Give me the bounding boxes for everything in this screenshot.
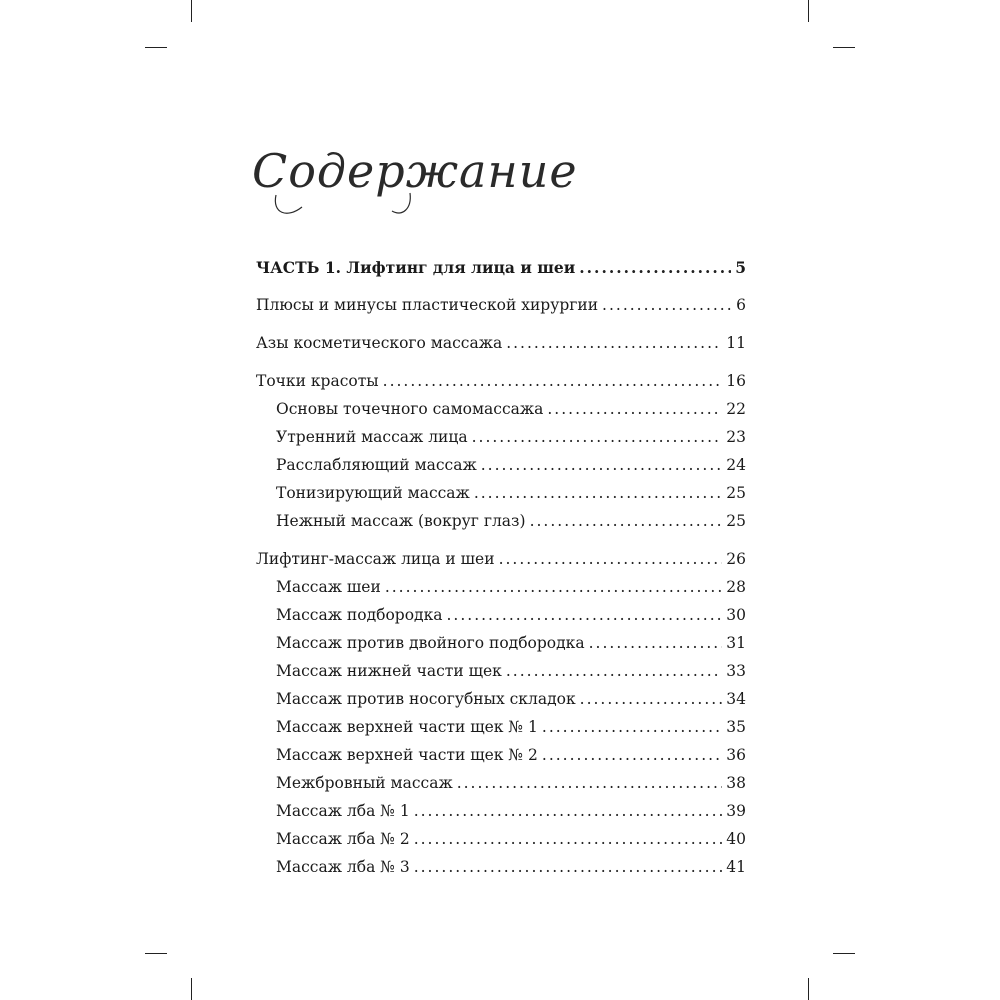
toc-entry-page: 5 (735, 258, 746, 277)
toc-entry-title: Лифтинг-массаж лица и шеи (256, 550, 495, 568)
toc-entry-title: Межбровный массаж (276, 774, 453, 792)
crop-mark-left-bottom (145, 953, 167, 954)
crop-mark-bottom-left (191, 978, 192, 1000)
toc-leader-dots (506, 334, 722, 352)
toc-entry-title: Основы точечного самомассажа (276, 400, 544, 418)
toc-entry-title: Массаж верхней части щек № 1 (276, 718, 538, 736)
toc-entry-title: Массаж нижней части щек (276, 662, 502, 680)
toc-entry-page: 34 (726, 690, 746, 708)
toc-entry-title: Массаж шеи (276, 578, 381, 596)
toc-entry-page: 28 (726, 578, 746, 596)
crop-mark-left-top (145, 47, 167, 48)
toc-entry-page: 24 (726, 456, 746, 474)
toc-entry-page: 25 (726, 512, 746, 530)
toc-entry-title: Массаж подбородка (276, 606, 443, 624)
toc-entry[interactable] (256, 258, 746, 277)
toc-entry-page: 25 (726, 484, 746, 502)
crop-mark-bottom-right (808, 978, 809, 1000)
toc-leader-dots (506, 662, 722, 680)
toc-entry-page: 26 (726, 550, 746, 568)
toc-entry-page: 33 (726, 662, 746, 680)
toc-leader-dots (580, 690, 723, 708)
toc-leader-dots (499, 550, 723, 568)
toc-entry[interactable] (276, 512, 746, 530)
toc-entry-title: Плюсы и минусы пластической хирургии (256, 296, 599, 314)
toc-entry-title: Массаж против носогубных складок (276, 690, 576, 708)
crop-mark-right-top (833, 47, 855, 48)
toc-entry-title: Массаж верхней части щек № 2 (276, 746, 538, 764)
toc-entry[interactable] (276, 578, 746, 596)
toc-leader-dots (589, 634, 723, 652)
crop-mark-top-right (808, 0, 809, 22)
page-title (252, 135, 578, 225)
toc-leader-dots (414, 858, 723, 876)
toc-entry[interactable] (276, 690, 746, 708)
toc-entry[interactable] (256, 296, 746, 314)
toc-entry-page: 11 (726, 334, 746, 352)
toc-leader-dots (385, 578, 722, 596)
toc-entry[interactable] (276, 830, 746, 848)
toc-leader-dots (542, 718, 722, 736)
toc-entry[interactable] (256, 372, 746, 390)
toc-entry-title: Массаж лба № 3 (276, 858, 410, 876)
toc-leader-dots (542, 746, 722, 764)
toc-leader-dots (474, 484, 722, 502)
toc-leader-dots (547, 400, 722, 418)
toc-entry-page: 16 (726, 372, 746, 390)
toc-entry[interactable] (276, 858, 746, 876)
toc-entry[interactable] (276, 746, 746, 764)
toc-leader-dots (414, 830, 723, 848)
toc-entry-title: Точки красоты (256, 372, 379, 390)
toc-entry-page: 35 (726, 718, 746, 736)
toc-leader-dots (457, 774, 723, 792)
toc-entry-page: 31 (726, 634, 746, 652)
toc-leader-dots (447, 606, 723, 624)
toc-entry[interactable] (276, 718, 746, 736)
toc-entry[interactable] (276, 400, 746, 418)
toc-entry-page: 36 (726, 746, 746, 764)
toc-leader-dots (414, 802, 723, 820)
toc-entry-title: Азы косметического массажа (256, 334, 503, 352)
toc-entry[interactable] (276, 456, 746, 474)
toc-entry[interactable] (256, 334, 746, 352)
toc-entry-title: Утренний массаж лица (276, 428, 468, 446)
toc-entry[interactable] (256, 550, 746, 568)
page-title-text: Содержание (252, 144, 578, 198)
toc-entry[interactable] (276, 662, 746, 680)
toc-entry[interactable] (276, 802, 746, 820)
toc-entry-page: 30 (726, 606, 746, 624)
toc-entry-page: 39 (726, 802, 746, 820)
toc-leader-dots (579, 258, 731, 277)
toc-leader-dots (602, 296, 732, 314)
toc-entry[interactable] (276, 484, 746, 502)
toc-entry[interactable] (276, 428, 746, 446)
toc-entry[interactable] (276, 774, 746, 792)
toc-entry-title: Массаж лба № 1 (276, 802, 410, 820)
toc-leader-dots (530, 512, 723, 530)
toc-entry[interactable] (276, 634, 746, 652)
toc-entry-page: 6 (736, 296, 746, 314)
toc-leader-dots (481, 456, 723, 474)
toc-leader-dots (472, 428, 723, 446)
crop-mark-top-left (191, 0, 192, 22)
toc-entry-page: 22 (726, 400, 746, 418)
toc-entry-page: 23 (726, 428, 746, 446)
toc-entry-title: Расслабляющий массаж (276, 456, 477, 474)
toc-entry-title: ЧАСТЬ 1. Лифтинг для лица и шеи (256, 258, 576, 277)
toc-entry-page: 40 (726, 830, 746, 848)
toc-entry-page: 41 (726, 858, 746, 876)
crop-mark-right-bottom (833, 953, 855, 954)
toc-entry-title: Тонизирующий массаж (276, 484, 470, 502)
toc-leader-dots (383, 372, 723, 390)
toc-entry-title: Массаж лба № 2 (276, 830, 410, 848)
toc-entry-page: 38 (726, 774, 746, 792)
toc-entry-title: Нежный массаж (вокруг глаз) (276, 512, 526, 530)
toc-entry-title: Массаж против двойного подбородка (276, 634, 585, 652)
toc-entry[interactable] (276, 606, 746, 624)
